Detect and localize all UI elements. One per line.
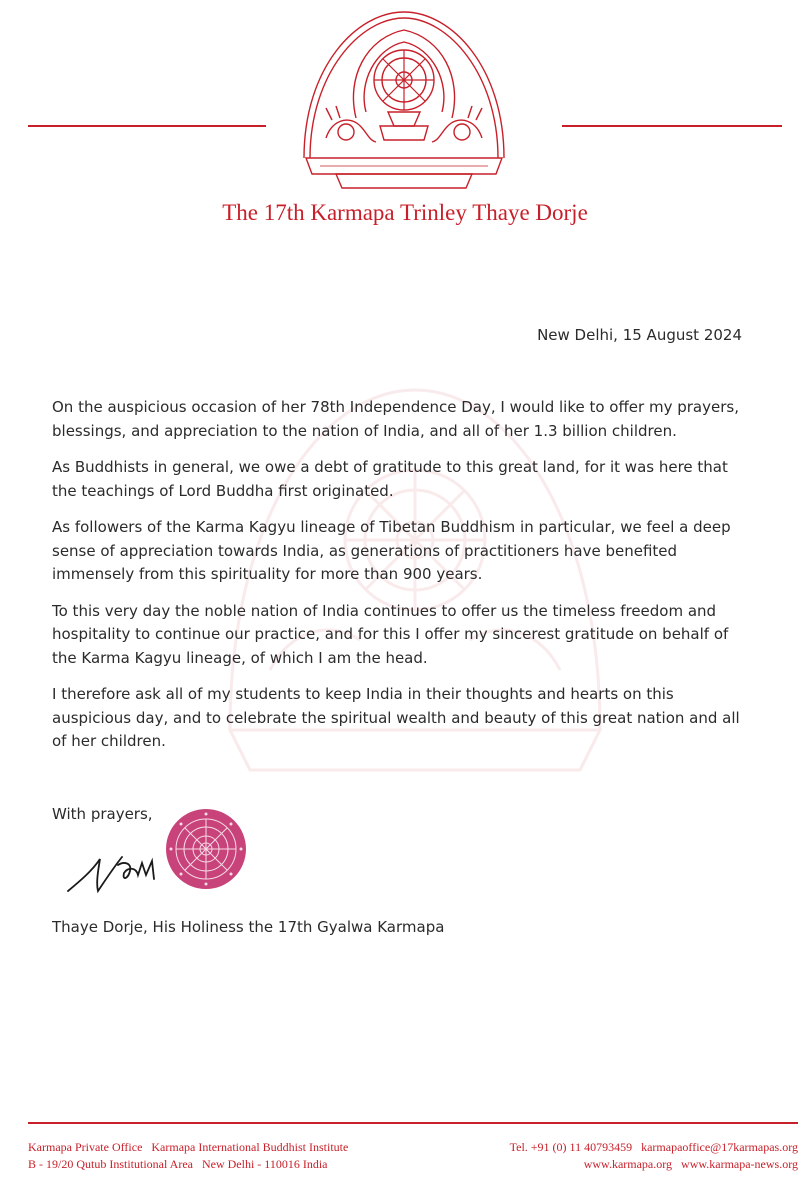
footer-office-line: Karmapa Private Office Karmapa International Buddhist Institute xyxy=(28,1140,349,1154)
letter-body xyxy=(52,396,752,767)
footer-address xyxy=(28,1139,348,1173)
signatory-name: Thaye Dorje, His Holiness the 17th Gyalwa Karmapa xyxy=(52,918,445,936)
letterhead-title: The 17th Karmapa Trinley Thaye Dorje xyxy=(222,200,588,225)
footer-rule xyxy=(28,1122,798,1124)
karmapa-seal-icon xyxy=(165,808,247,890)
dharma-wheel-deer-crest-icon xyxy=(296,8,512,194)
paragraph: To this very day the noble nation of India continues to offer us the timeless freedom and hospitality to continue our practice, and for this I offer my sincerest gratitude on behalf of the Karma Kagyu lineage, of which I am the head. xyxy=(52,601,729,667)
paragraph: As Buddhists in general, we owe a debt of gratitude to this great land, for it was here that the teachings of Lord Buddha first originated. xyxy=(52,458,728,500)
footer-address-line: B - 19/20 Qutub Institutional Area New Delhi - 110016 India xyxy=(28,1157,328,1171)
footer-phone-email[interactable]: Tel. +91 (0) 11 40793459 karmapaoffice@17karmapas.org xyxy=(509,1140,798,1154)
footer-websites[interactable]: www.karmapa.org www.karmapa-news.org xyxy=(583,1157,798,1171)
paragraph: On the auspicious occasion of her 78th Independence Day, I would like to offer my prayers, blessings, and appreciation to the nation of India, and all of her 1.3 billion children. xyxy=(52,398,739,440)
footer-contact xyxy=(510,1139,798,1173)
header-rule-right xyxy=(562,125,782,127)
paragraph: I therefore ask all of my students to keep India in their thoughts and hearts on this auspicious day, and to celebrate the spiritual wealth and beauty of this great nation and all of her children. xyxy=(52,685,740,750)
paragraph: As followers of the Karma Kagyu lineage of Tibetan Buddhism in particular, we feel a deep sense of appreciation towards India, as generations of practitioners have benefited immensely from this spirituality for more than 900 years. xyxy=(52,518,731,583)
handwritten-signature xyxy=(62,845,172,900)
header-rule-left xyxy=(28,125,266,127)
closing-line: With prayers, xyxy=(52,805,153,823)
letter-date: New Delhi, 15 August 2024 xyxy=(537,326,742,344)
